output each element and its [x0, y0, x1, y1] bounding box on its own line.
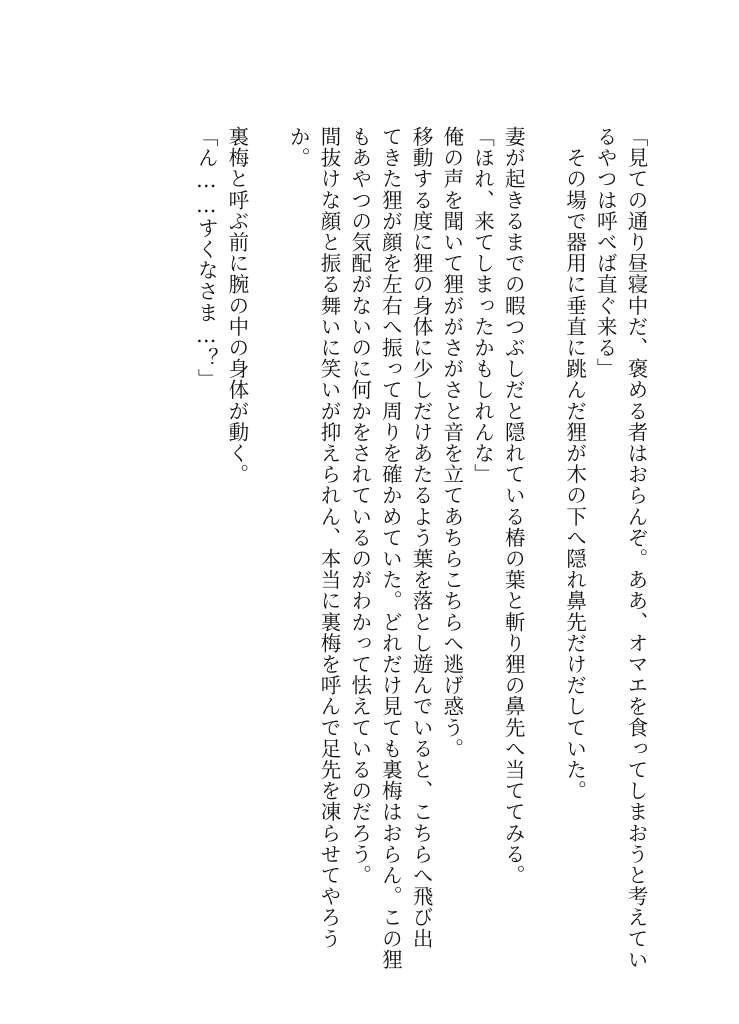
- blank-line: [528, 126, 559, 936]
- blank-line: [252, 126, 283, 936]
- text-line: てきた狸が顔を左右へ振って周りを確かめていた。どれだけ見ても裏梅はおらん。この狸: [378, 126, 403, 970]
- text-line: 「見ての通り昼寝中だ、褒める者はおらんぞ。ああ、オマエを食ってしまおうと考えてい: [624, 126, 648, 970]
- text-line: 妻が起きるまでの暇つぶしだと隠れている椿の葉と斬り狸の鼻先へ当ててみる。: [501, 126, 526, 886]
- text-line: その場で器用に垂直に跳んだ狸が木の下へ隠れ鼻先だけだしていた。: [562, 126, 587, 802]
- text-line: 俺の声を聞いて狸ががさがさと音を立てあちらこちらへ逃げ惑う。: [439, 126, 464, 759]
- text-line: 間抜けな顔と振る舞いに笑いが抑えられん、本当に裏梅を呼んで足先を凍らせてやろう: [316, 126, 341, 949]
- text-line: もあやつの気配がないのに何かをされているのがわかって怯えているのだろう。: [347, 126, 372, 886]
- text-line: るやつは呼べば直ぐ来る」: [593, 126, 618, 380]
- text-line: 「ほれ、来てしまったかもしれんな」: [470, 126, 495, 485]
- text-line: か。: [286, 126, 311, 169]
- text-line: 裏梅と呼ぶ前に腕の中の身体が動く。: [224, 126, 249, 485]
- text-line: 移動する度に狸の身体に少しだけあたるよう葉を落とし遊んでいると、こちらへ飛び出: [409, 126, 434, 949]
- text-line: 「ん……すくなさま…？」: [194, 126, 219, 390]
- vertical-text-body: [190, 126, 651, 970]
